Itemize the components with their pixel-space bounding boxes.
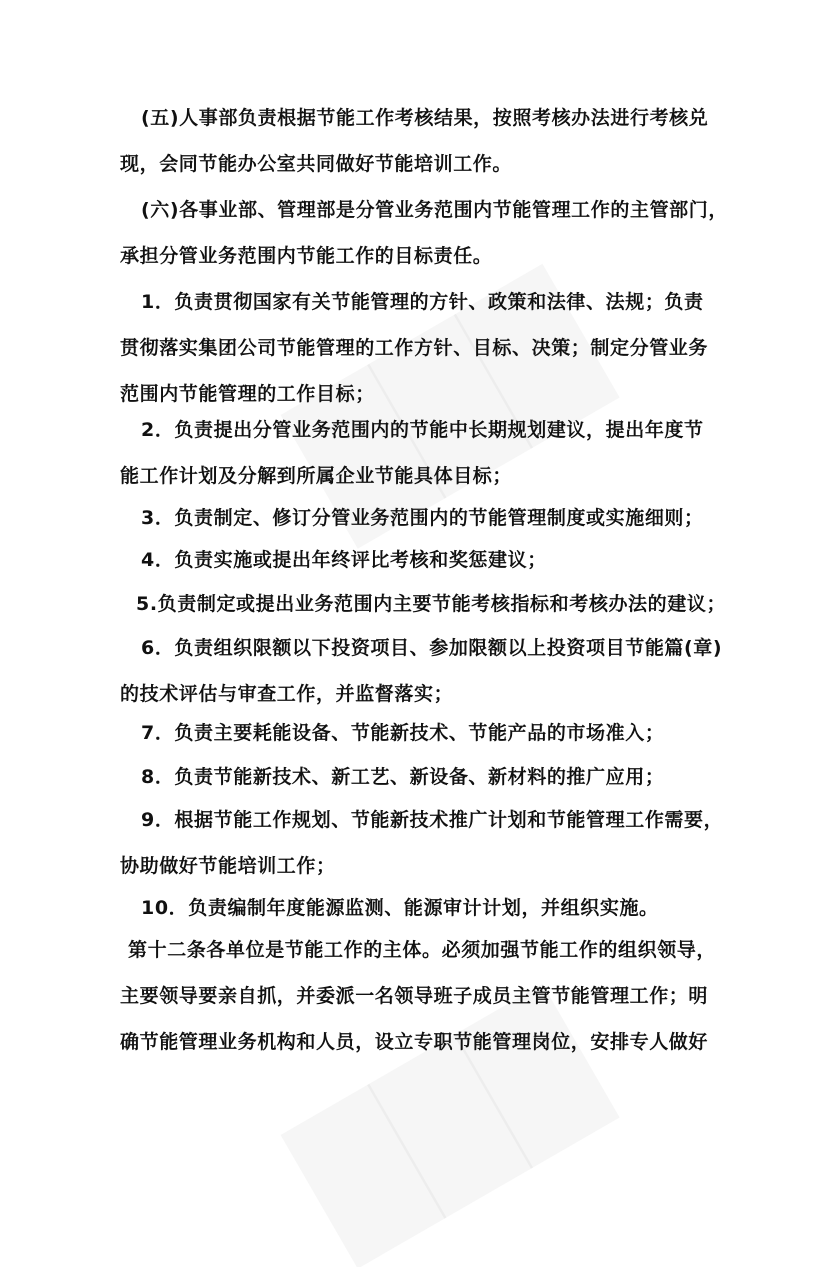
- paragraph: [120, 95, 736, 187]
- text-line: 范围内节能管理的工作目标；: [120, 383, 375, 405]
- text-line: 的技术评估与审查工作，并监督落实；: [120, 683, 454, 705]
- paragraph: [141, 885, 736, 931]
- text-line: 能工作计划及分解到所属企业节能具体目标；: [120, 465, 513, 487]
- text-line: (五)人事部负责根据节能工作考核结果，按照考核办法进行考核兑: [141, 107, 709, 129]
- paragraph: [141, 710, 736, 756]
- text-line: (六)各事业部、管理部是分管业务范围内节能管理工作的主管部门，: [141, 199, 728, 221]
- paragraph: [120, 187, 736, 279]
- text-line: 2．负责提出分管业务范围内的节能中长期规划建议，提出年度节: [141, 419, 704, 441]
- paragraph: [120, 927, 723, 1065]
- text-line: 6．负责组织限额以下投资项目、参加限额以上投资项目节能篇(章): [141, 637, 723, 659]
- text-line: 1．负责贯彻国家有关节能管理的方针、政策和法律、法规；负责: [141, 291, 704, 313]
- paragraph: [141, 537, 736, 583]
- text-line: 5.负责制定或提出业务范围内主要节能考核指标和考核办法的建议；: [136, 593, 727, 615]
- text-line: 贯彻落实集团公司节能管理的工作方针、目标、决策；制定分管业务: [120, 337, 709, 359]
- text-line: 协助做好节能培训工作；: [120, 855, 336, 877]
- paragraph: [141, 754, 736, 800]
- text-line: 9．根据节能工作规划、节能新技术推广计划和节能管理工作需要，: [141, 809, 724, 831]
- text-line: 7．负责主要耗能设备、节能新技术、节能产品的市场准入；: [141, 722, 665, 744]
- text-line: 10．负责编制年度能源监测、能源审计计划，并组织实施。: [141, 897, 659, 919]
- text-line: 第十二条各单位是节能工作的主体。必须加强节能工作的组织领导，: [128, 939, 717, 961]
- paragraph: [141, 495, 736, 541]
- text-line: 承担分管业务范围内节能工作的目标责任。: [120, 245, 493, 267]
- paragraph: [120, 797, 736, 889]
- text-line: 主要领导要亲自抓，并委派一名领导班子成员主管节能管理工作；明: [120, 985, 709, 1007]
- text-line: 4．负责实施或提出年终评比考核和奖惩建议；: [141, 549, 547, 571]
- text-line: 现，会同节能办公室共同做好节能培训工作。: [120, 153, 513, 175]
- text-line: 3．负责制定、修订分管业务范围内的节能管理制度或实施细则；: [141, 507, 704, 529]
- text-line: 8．负责节能新技术、新工艺、新设备、新材料的推广应用；: [141, 766, 665, 788]
- paragraph: [120, 279, 736, 417]
- paragraph: [136, 581, 731, 627]
- paragraph: [120, 407, 736, 499]
- paragraph: [120, 625, 736, 717]
- text-line: 确节能管理业务机构和人员，设立专职节能管理岗位，安排专人做好: [120, 1031, 709, 1053]
